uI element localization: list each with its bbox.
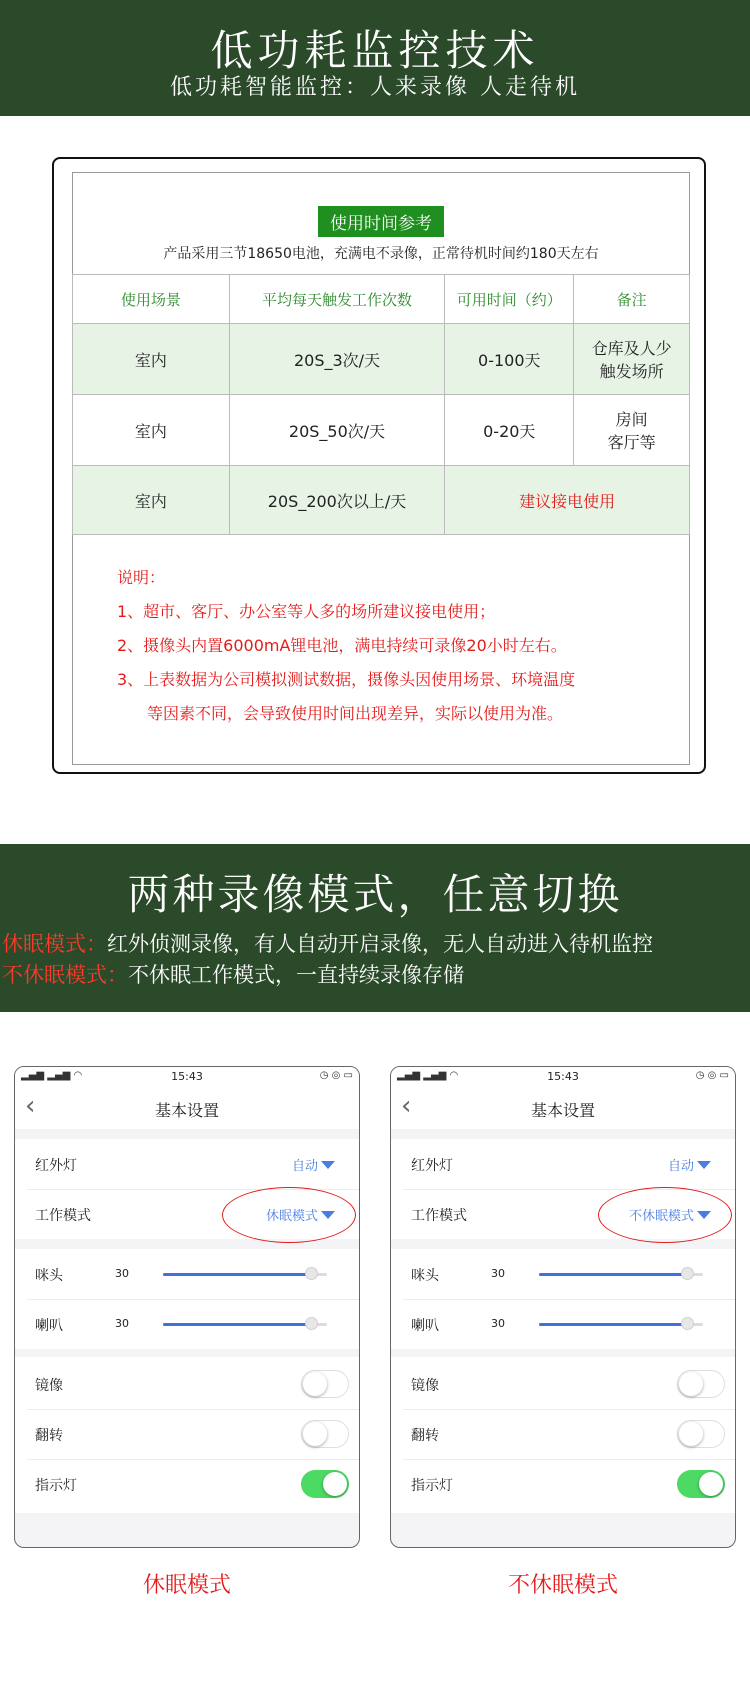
note-item: 1、超市、客厅、办公室等人多的场所建议接电使用； xyxy=(117,602,496,621)
cell-advice: 建议接电使用 xyxy=(445,466,690,535)
ir-light-select[interactable]: 自动 xyxy=(668,1155,711,1174)
cell-note xyxy=(574,324,690,395)
flip-toggle[interactable] xyxy=(301,1420,349,1448)
slider-knob[interactable] xyxy=(681,1317,694,1330)
cell-note xyxy=(574,395,690,466)
work-mode-label: 工作模式 xyxy=(35,1208,91,1224)
note-item-continuation: 等因素不同，会导致使用时间出现差异，实际以使用为准。 xyxy=(147,704,564,723)
speaker-row xyxy=(15,1299,359,1349)
toggle-group xyxy=(15,1357,359,1513)
work-mode-select[interactable]: 休眠模式 xyxy=(266,1205,335,1224)
ir-light-label: 红外灯 xyxy=(411,1158,453,1174)
audio-group xyxy=(391,1249,735,1349)
nav-bar xyxy=(15,1085,359,1129)
indicator-toggle[interactable] xyxy=(677,1470,725,1498)
note-line: 仓库及人少 xyxy=(591,339,672,358)
back-chevron-icon[interactable]: ‹ xyxy=(25,1091,36,1121)
speaker-label: 喇叭 xyxy=(35,1318,63,1334)
battery-icon: ◷ ◎ ▭ xyxy=(319,1070,353,1081)
ir-light-label: 红外灯 xyxy=(35,1158,77,1174)
sleep-mode-text: 红外侦测录像，有人自动开启录像，无人自动进入待机监控 xyxy=(107,932,653,956)
status-bar xyxy=(391,1067,735,1085)
header-note: 备注 xyxy=(574,275,690,324)
top-banner xyxy=(0,0,750,116)
mic-slider[interactable] xyxy=(539,1273,703,1276)
highlight-circle xyxy=(598,1187,732,1243)
note-line: 客厅等 xyxy=(607,433,656,452)
battery-icon: ◷ ◎ ▭ xyxy=(695,1070,729,1081)
mirror-toggle[interactable] xyxy=(301,1370,349,1398)
indicator-row xyxy=(391,1459,735,1509)
slider-knob[interactable] xyxy=(305,1317,318,1330)
header-triggers: 平均每天触发工作次数 xyxy=(229,275,445,324)
slider-knob[interactable] xyxy=(681,1267,694,1280)
sleep-mode-description xyxy=(2,928,653,958)
note-item: 3、上表数据为公司模拟测试数据，摄像头因使用场景、环境温度 xyxy=(117,670,576,689)
mic-slider[interactable] xyxy=(163,1273,327,1276)
signal-icon: ▂▄▆ ▂▄▆ ◠ xyxy=(21,1070,83,1081)
indicator-label: 指示灯 xyxy=(35,1478,77,1494)
no-sleep-mode-description xyxy=(2,959,464,989)
phone-screen-sleep-mode xyxy=(14,1066,360,1548)
speaker-label: 喇叭 xyxy=(411,1318,439,1334)
status-time: 15:43 xyxy=(547,1070,579,1083)
mirror-row xyxy=(391,1359,735,1409)
flip-label: 翻转 xyxy=(35,1428,63,1444)
usage-reference-title: 使用时间参考 xyxy=(318,206,444,237)
speaker-row xyxy=(391,1299,735,1349)
slider-knob[interactable] xyxy=(305,1267,318,1280)
cell-scene: 室内 xyxy=(73,395,230,466)
cell-triggers: 20S_50次/天 xyxy=(229,395,445,466)
flip-row xyxy=(15,1409,359,1459)
banner-subtitle: 低功耗智能监控：人来录像 人走待机 xyxy=(170,75,580,100)
table-row xyxy=(73,324,690,395)
cell-time: 0-100天 xyxy=(445,324,574,395)
speaker-slider[interactable] xyxy=(163,1323,327,1326)
banner-title: 低功耗监控技术 xyxy=(210,26,540,75)
sleep-mode-caption: 休眠模式 xyxy=(142,1573,231,1598)
cell-time: 0-20天 xyxy=(445,395,574,466)
sleep-mode-label: 休眠模式： xyxy=(2,932,107,956)
status-time: 15:43 xyxy=(171,1070,203,1083)
speaker-value: 30 xyxy=(491,1317,505,1330)
caret-down-icon xyxy=(697,1161,711,1169)
mirror-row xyxy=(15,1359,359,1409)
speaker-slider[interactable] xyxy=(539,1323,703,1326)
modes-title: 两种录像模式，任意切换 xyxy=(127,870,623,919)
work-mode-label: 工作模式 xyxy=(411,1208,467,1224)
note-line: 房间 xyxy=(615,410,648,429)
mic-row xyxy=(15,1249,359,1299)
usage-notes xyxy=(117,561,677,731)
ir-light-row[interactable] xyxy=(15,1139,359,1189)
mic-row xyxy=(391,1249,735,1299)
header-time: 可用时间（约） xyxy=(445,275,574,324)
mirror-toggle[interactable] xyxy=(677,1370,725,1398)
cell-triggers: 20S_3次/天 xyxy=(229,324,445,395)
status-bar xyxy=(15,1067,359,1085)
no-sleep-mode-text: 不休眠工作模式，一直持续录像存储 xyxy=(128,963,464,987)
caret-down-icon xyxy=(321,1161,335,1169)
signal-icon: ▂▄▆ ▂▄▆ ◠ xyxy=(397,1070,459,1081)
toggle-group xyxy=(391,1357,735,1513)
header-scene: 使用场景 xyxy=(73,275,230,324)
nav-bar xyxy=(391,1085,735,1129)
audio-group xyxy=(15,1249,359,1349)
notes-heading: 说明： xyxy=(117,568,166,587)
cell-triggers: 20S_200次以上/天 xyxy=(229,466,445,535)
mic-label: 咪头 xyxy=(35,1268,63,1284)
mirror-label: 镜像 xyxy=(35,1378,63,1394)
note-line: 触发场所 xyxy=(599,362,664,381)
highlight-circle xyxy=(222,1187,356,1243)
mic-label: 咪头 xyxy=(411,1268,439,1284)
page-title: 基本设置 xyxy=(530,1101,595,1120)
usage-table xyxy=(72,274,690,535)
table-row xyxy=(73,466,690,535)
work-mode-select[interactable]: 不休眠模式 xyxy=(629,1205,711,1224)
back-chevron-icon[interactable]: ‹ xyxy=(401,1091,412,1121)
flip-label: 翻转 xyxy=(411,1428,439,1444)
indicator-row xyxy=(15,1459,359,1509)
mirror-label: 镜像 xyxy=(411,1378,439,1394)
usage-reference-description: 产品采用三节18650电池，充满电不录像，正常待机时间约180天左右 xyxy=(163,246,599,262)
usage-reference-card xyxy=(52,157,706,774)
flip-row xyxy=(391,1409,735,1459)
ir-light-select[interactable]: 自动 xyxy=(292,1155,335,1174)
cell-scene: 室内 xyxy=(73,466,230,535)
mic-value: 30 xyxy=(115,1267,129,1280)
mic-value: 30 xyxy=(491,1267,505,1280)
ir-light-row[interactable] xyxy=(391,1139,735,1189)
page-title: 基本设置 xyxy=(154,1101,219,1120)
no-sleep-mode-caption: 不休眠模式 xyxy=(507,1573,618,1598)
usage-reference-frame xyxy=(72,172,690,765)
speaker-value: 30 xyxy=(115,1317,129,1330)
modes-banner xyxy=(0,844,750,1012)
note-item: 2、摄像头内置6000mA锂电池，满电持续可录像20小时左右。 xyxy=(117,636,567,655)
indicator-label: 指示灯 xyxy=(411,1478,453,1494)
cell-scene: 室内 xyxy=(73,324,230,395)
no-sleep-mode-label: 不休眠模式： xyxy=(2,963,128,987)
flip-toggle[interactable] xyxy=(677,1420,725,1448)
table-row xyxy=(73,395,690,466)
indicator-toggle[interactable] xyxy=(301,1470,349,1498)
table-header-row xyxy=(73,275,690,324)
phone-screen-no-sleep-mode xyxy=(390,1066,736,1548)
